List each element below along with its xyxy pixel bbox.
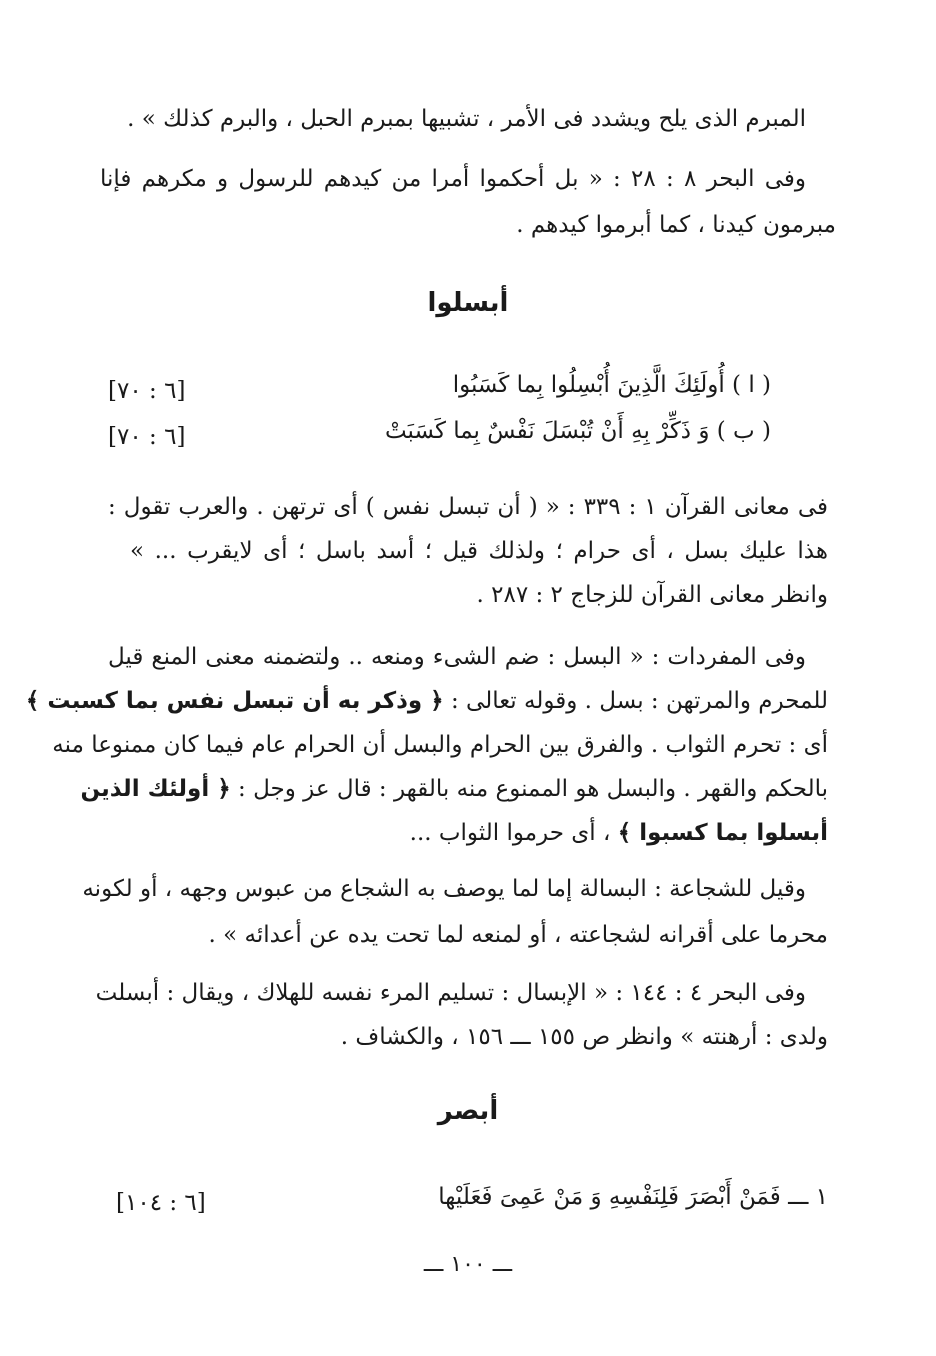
paragraph-line: فى معانى القرآن ١ : ٣٣٩ : « ( أن تبسل نفس ) أى ترتهن . والعرب تقول : <box>108 494 829 520</box>
paragraph-line: وقيل للشجاعة : البسالة إما لما يوصف به الشجاع من عبوس وجهه ، أو لكونه <box>82 876 806 902</box>
paragraph-line: وانظر معانى القرآن للزجاج ٢ : ٢٨٧ . <box>476 582 828 608</box>
page-number: ـــ ١٠٠ ـــ <box>423 1252 513 1277</box>
paragraph-line: محرما على أقرانه لشجاعته ، أو لمنعه لما تحت يده عن أعدائه » . <box>208 922 828 948</box>
paragraph-line: وفى البحر ٨ : ٢٨ : « بل أحكموا أمرا من كيدهم للرسول و مكرهم فإنا <box>100 166 806 192</box>
quran-quote: ﴿ وذكر به أن تبسل نفس بما كسبت ﴾ <box>25 688 444 714</box>
paragraph-line: وفى المفردات : « البسل : ضم الشىء ومنعه .. ولتضمنه معنى المنع قيل <box>108 644 806 670</box>
paragraph-line: أى : تحرم الثواب . والفرق بين الحرام والبسل أن الحرام عام فيما كان ممنوعا منه <box>52 732 828 758</box>
paragraph-line <box>410 816 828 850</box>
quran-quote: أبسلوا بما كسبوا ﴾ <box>617 820 828 846</box>
paragraph-line: هذا عليك بسل ، أى حرام ؛ ولذلك قيل ؛ أسد باسل ؛ أى لايقرب ... » <box>130 538 828 564</box>
verse-reference: [٦ : ٧٠] <box>108 378 186 404</box>
paragraph-line <box>25 684 828 718</box>
text-segment: بالحكم والقهر . والبسل هو الممنوع منه بالقهر : قال عز وجل : <box>230 776 828 802</box>
verse-line: ( ب ) وَ ذَكِّرْ بِهِ أَنْ تُبْسَلَ نَفْسٌ بِما كَسَبَتْ <box>384 418 771 444</box>
paragraph-line: ولدى : أرهنته » وانظر ص ١٥٥ ـــ ١٥٦ ، والكشاف . <box>340 1024 828 1050</box>
paragraph-line: مبرمون كيدنا ، كما أبرموا كيدهم . <box>516 212 836 238</box>
text-segment: للمحرم والمرتهن : بسل . وقوله تعالى : <box>443 688 828 714</box>
paragraph-line: المبرم الذى يلح ويشدد فى الأمر ، تشبيها بمبرم الحبل ، والبرم كذلك » . <box>127 106 806 132</box>
verse-reference: [٦ : ٧٠] <box>108 424 186 450</box>
verse-line: ١ ـــ فَمَنْ أَبْصَرَ فَلِنَفْسِهِ وَ مَنْ عَمِىَ فَعَلَيْها <box>438 1184 828 1210</box>
section-heading: أبسلوا <box>427 288 509 318</box>
verse-reference: [٦ : ١٠٤] <box>116 1190 206 1216</box>
verse-line: ( ا ) أُولَئِكَ الَّذِينَ أُبْسِلُوا بِما كَسَبُوا <box>452 372 771 398</box>
text-segment: ، أى حرموا الثواب ... <box>409 820 618 846</box>
paragraph-line: وفى البحر ٤ : ١٤٤ : « الإبسال : تسليم المرء نفسه للهلاك ، ويقال : أبسلت <box>95 980 806 1006</box>
section-heading: أبصر <box>437 1096 499 1126</box>
paragraph-line <box>80 772 828 806</box>
quran-quote: ﴿ أولئك الذين <box>80 776 231 802</box>
